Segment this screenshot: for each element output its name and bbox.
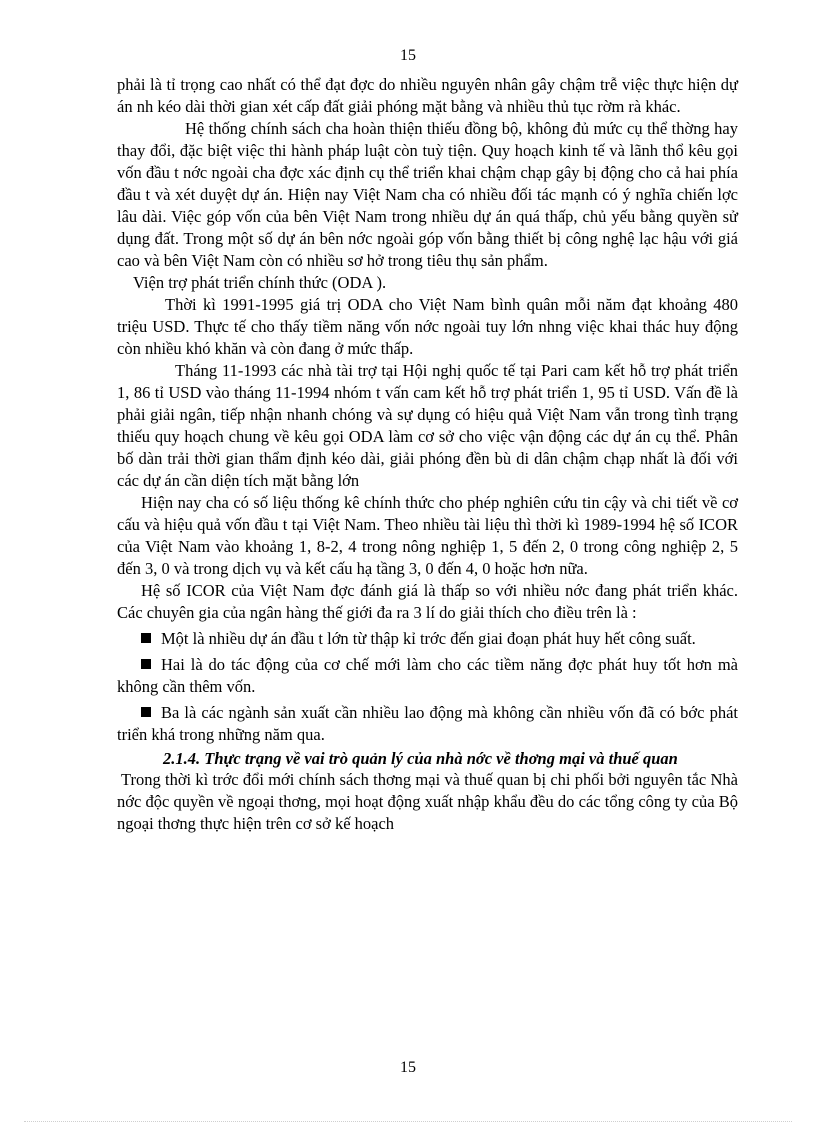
paragraph-2: Hệ thống chính sách cha hoàn thiện thiếu đồng bộ, không đủ mức cụ thể thờng hay thay đổi, đặc biệt việc thi hành pháp luật còn tuỳ tiện. Quy hoạch kinh tế và lãnh thổ kêu gọi vốn đầu t nớc ngoài cha đợc xác định cụ thể triển khai chậm chạp gây bị động cho cả hai phía đầu t và xét duyệt dự án. Hiện nay Việt Nam cha có nhiều đối tác mạnh có ý nghĩa chiến lợc lâu dài. Việc góp vốn của bên Việt Nam trong nhiều dự án quá thấp, chủ yếu bằng quyền sử dụng đất. Trong một số dự án bên nớc ngoài góp vốn bằng thiết bị công nghệ lạc hậu với giá cao và bên Việt Nam còn có nhiều sơ hở trong tiêu thụ sản phẩm. xyxy=(117,119,738,270)
paragraph-7: Hệ số ICOR của Việt Nam đợc đánh giá là thấp so với nhiều nớc đang phát triển khác. Các chuyên gia của ngân hàng thế giới đa ra 3 lí do giải thích cho điều trên là : xyxy=(117,581,738,622)
paragraph-5: Tháng 11-1993 các nhà tài trợ tại Hội nghị quốc tế tại Pari cam kết hỗ trợ phát triển 1, 86 tỉ USD vào tháng 11-1994 nhóm t vấn cam kết hỗ trợ phát triển 1, 95 tỉ USD. Vấn đề là phải giải ngân, tiếp nhận nhanh chóng và sự dụng có hiệu quả Việt Nam vẫn trong tình trạng thiếu quy hoạch chung về kêu gọi ODA làm cơ sở cho việc vận động các dự án cụ thể. Phân bố dàn trải thời gian thẩm định kéo dài, giải phóng đền bù di dân chậm chạp nhất là đối với các dự án cần diện tích mặt bằng lớn xyxy=(117,361,738,490)
paragraph-6: Hiện nay cha có số liệu thống kê chính thức cho phép nghiên cứu tin cậy và chi tiết về cơ cấu và hiệu quả vốn đầu t tại Việt Nam. Theo nhiều tài liệu thì thời kì 1989-1994 hệ số ICOR của Việt Nam vào khoảng 1, 8-2, 4 trong nông nghiệp 1, 5 đến 2, 0 trong công nghiệp 2, 5 đến 3, 0 và trong dịch vụ và kết cấu hạ tầng 3, 0 đến 4, 0 hoặc hơn nữa. xyxy=(117,493,738,578)
list-item xyxy=(117,654,738,698)
page-bottom-divider xyxy=(24,1121,792,1122)
list-item-text: Hai là do tác động của cơ chế mới làm cho các tiềm năng đợc phát huy tốt hơn mà không cần thêm vốn. xyxy=(117,655,738,696)
paragraph-oda-heading: Viện trợ phát triển chính thức (ODA ). xyxy=(133,273,387,292)
page-number-bottom: 15 xyxy=(400,1059,416,1076)
document-body xyxy=(117,74,738,835)
square-bullet-icon xyxy=(141,707,151,717)
section-heading: 2.1.4. Thực trạng về vai trò quản lý của nhà nớc về thơng mại và thuế quan xyxy=(163,749,678,768)
paragraph-4: Thời kì 1991-1995 giá trị ODA cho Việt Nam bình quân mỗi năm đạt khoảng 480 triệu USD. Thực tế cho thấy tiềm năng vốn nớc ngoài tuy lớn nhng việc khai thác huy động còn nhiều khó khăn và còn đang ở mức thấp. xyxy=(117,295,738,358)
list-item xyxy=(117,702,738,746)
list-item-text: Một là nhiều dự án đầu t lớn từ thập kỉ trớc đến giai đoạn phát huy hết công suất. xyxy=(161,629,696,648)
paragraph-8: Trong thời kì trớc đổi mới chính sách thơng mại và thuế quan bị chi phối bởi nguyên tắc Nhà nớc độc quyền về ngoại thơng, mọi hoạt động xuất nhập khẩu đều do các tổng công ty của Bộ ngoại thơng thực hiện trên cơ sở kế hoạch xyxy=(117,770,738,833)
list-item-text: Ba là các ngành sản xuất cần nhiều lao động mà không cần nhiều vốn đã có bớc phát triển khá trong những năm qua. xyxy=(117,703,738,744)
paragraph-1: phải là tỉ trọng cao nhất có thể đạt đợc do nhiều nguyên nhân gây chậm trễ việc thực hiện dự án nh kéo dài thời gian xét cấp đất giải phóng mặt bằng và nhiều thủ tục rờm rà khác. xyxy=(117,75,738,116)
square-bullet-icon xyxy=(141,659,151,669)
page-number-top: 15 xyxy=(400,47,416,64)
square-bullet-icon xyxy=(141,633,151,643)
list-item xyxy=(117,628,738,650)
